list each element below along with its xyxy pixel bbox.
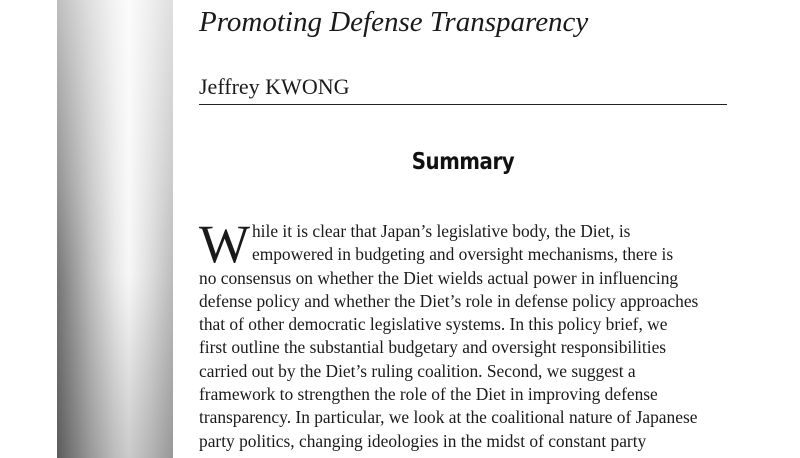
title-divider [199,104,727,105]
author-name: Jeffrey KWONG [199,74,350,99]
summary-line: empowered in budgeting and oversight mechanisms, there is [251,244,674,265]
summary-line: transparency. In particular, we look at the coalitional nature of Japanese [199,407,698,428]
summary-line: first outline the substantial budgetary and oversight responsibilities [199,337,667,358]
summary-line: defense policy and whether the Diet’s role in defense policy approaches [199,290,699,311]
summary-line: framework to strengthen the role of the Diet in improving defense [199,384,658,405]
document-title: Promoting Defense Transparency [199,6,589,38]
summary-heading: Summary [411,149,515,175]
summary-line: carried out by the Diet’s ruling coalition. Second, we suggest a [199,360,636,381]
summary-line: hile it is clear that Japan’s legislative body, the Diet, is [251,221,631,241]
summary-line: party politics, changing ideologies in the midst of constant party [199,430,647,451]
summary-line: that of other democratic legislative systems. In this policy brief, we [199,314,668,335]
decorative-gradient-bar [57,0,173,458]
summary-line: no consensus on whether the Diet wields actual power in influencing [199,267,679,288]
summary-paragraph [199,214,727,453]
drop-cap: W [199,214,250,274]
